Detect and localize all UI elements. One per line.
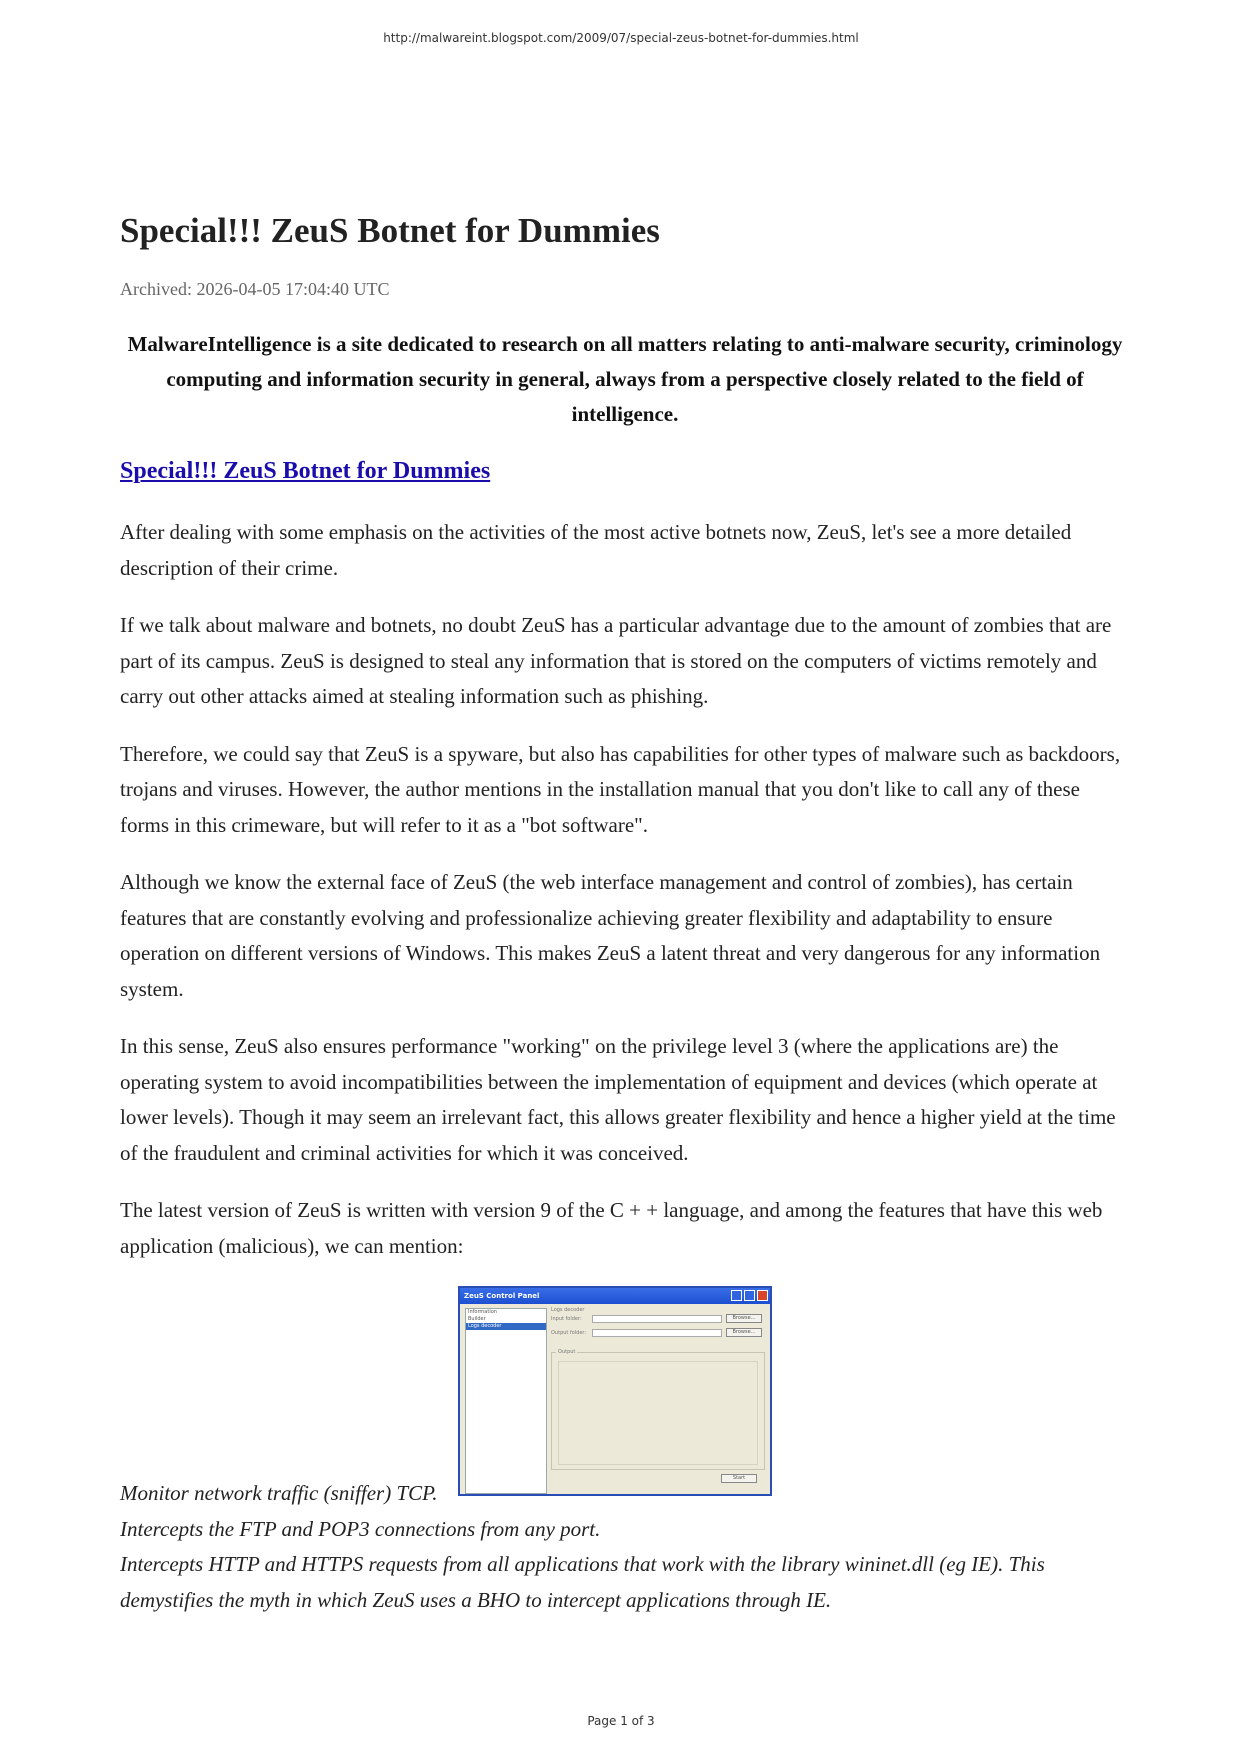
screenshot-titlebar	[460, 1288, 770, 1304]
post-title-link[interactable]: Special!!! ZeuS Botnet for Dummies	[120, 458, 491, 484]
paragraph: If we talk about malware and botnets, no doubt ZeuS has a particular advantage due to the amount of zombies that are part of its campus. ZeuS is designed to steal any information that is stored on the computers of victims remotely and carry out other attacks aimed at stealing information such as phishing.	[120, 613, 1112, 708]
page-title: Special!!! ZeuS Botnet for Dummies	[120, 211, 660, 250]
feature-item: Intercepts the FTP and POP3 connections from any port.	[120, 1516, 601, 1541]
zeus-control-panel-screenshot	[458, 1286, 772, 1496]
screenshot-output-area	[558, 1361, 758, 1465]
minimize-icon	[731, 1290, 742, 1301]
paragraph: The latest version of ZeuS is written with version 9 of the C + + language, and among the features that have this web application (malicious), we can mention:	[120, 1198, 1103, 1258]
source-url: http://malwareint.blogspot.com/2009/07/special-zeus-botnet-for-dummies.html	[383, 31, 859, 45]
feature-item: Monitor network traffic (sniffer) TCP.	[120, 1481, 438, 1505]
feature-item: Intercepts HTTP and HTTPS requests from all applications that work with the library wininet.dll (eg IE). This demystifies the myth in which ZeuS uses a BHO to intercept applications through IE.	[120, 1552, 1045, 1612]
screenshot-input-field	[592, 1315, 722, 1323]
figure-row	[120, 1286, 1130, 1612]
paragraph: In this sense, ZeuS also ensures performance "working" on the privilege level 3 (where the applications are) the operating system to avoid incompatibilities between the implementation of equipment and devices (which operate at lower levels). Though it may seem an irrelevant fact, this allows greater flexibility and hence a higher yield at the time of the fraudulent and criminal activities for which it was conceived.	[120, 1034, 1116, 1165]
screenshot-input-label: Input folder:	[551, 1316, 582, 1322]
screenshot-window-title: ZeuS Control Panel	[464, 1292, 540, 1300]
paragraph: Therefore, we could say that ZeuS is a spyware, but also has capabilities for other types of malware such as backdoors, trojans and viruses. However, the author mentions in the installation manual that you don't like to call any of these forms in this crimeware, but will refer to it as a "bot software".	[120, 741, 1121, 837]
screenshot-start-button: Start	[721, 1474, 757, 1483]
article	[120, 210, 1130, 1612]
screenshot-output-group	[551, 1349, 765, 1470]
paragraph: Although we know the external face of ZeuS (the web interface management and control of zombies), has certain features that are constantly evolving and professionalize achieving greater flexibility and adaptability to ensure operation on different versions of Windows. This makes ZeuS a latent threat and very dangerous for any information system.	[120, 870, 1101, 1001]
screenshot-browse-button: Browse...	[726, 1328, 762, 1337]
screenshot-list-item: Logs decoder	[466, 1323, 546, 1330]
screenshot-output-field	[592, 1329, 722, 1337]
archived-timestamp: Archived: 2026-04-05 17:04:40 UTC	[120, 279, 390, 299]
maximize-icon	[744, 1290, 755, 1301]
screenshot-list-item: Information	[468, 1309, 497, 1315]
page-number: Page 1 of 3	[587, 1714, 655, 1728]
screenshot-browse-button: Browse...	[726, 1314, 762, 1323]
window-controls	[731, 1290, 768, 1301]
screenshot-group-label: Logs decoder	[551, 1307, 585, 1313]
paragraph: After dealing with some emphasis on the activities of the most active botnets now, ZeuS, let's see a more detailed description of their crime.	[120, 520, 1072, 580]
feature-list	[120, 1476, 1130, 1618]
site-tagline: MalwareIntelligence is a site dedicated to research on all matters relating to anti-malware security, criminology computing and information security in general, always from a perspective closely related to the field of intelligence.	[127, 332, 1123, 426]
close-icon	[757, 1290, 768, 1301]
screenshot-output-group-label: Output	[558, 1349, 576, 1355]
screenshot-output-label: Output folder:	[551, 1330, 587, 1336]
screenshot-nav-list	[465, 1308, 547, 1494]
screenshot-list-item: Builder	[468, 1316, 486, 1322]
